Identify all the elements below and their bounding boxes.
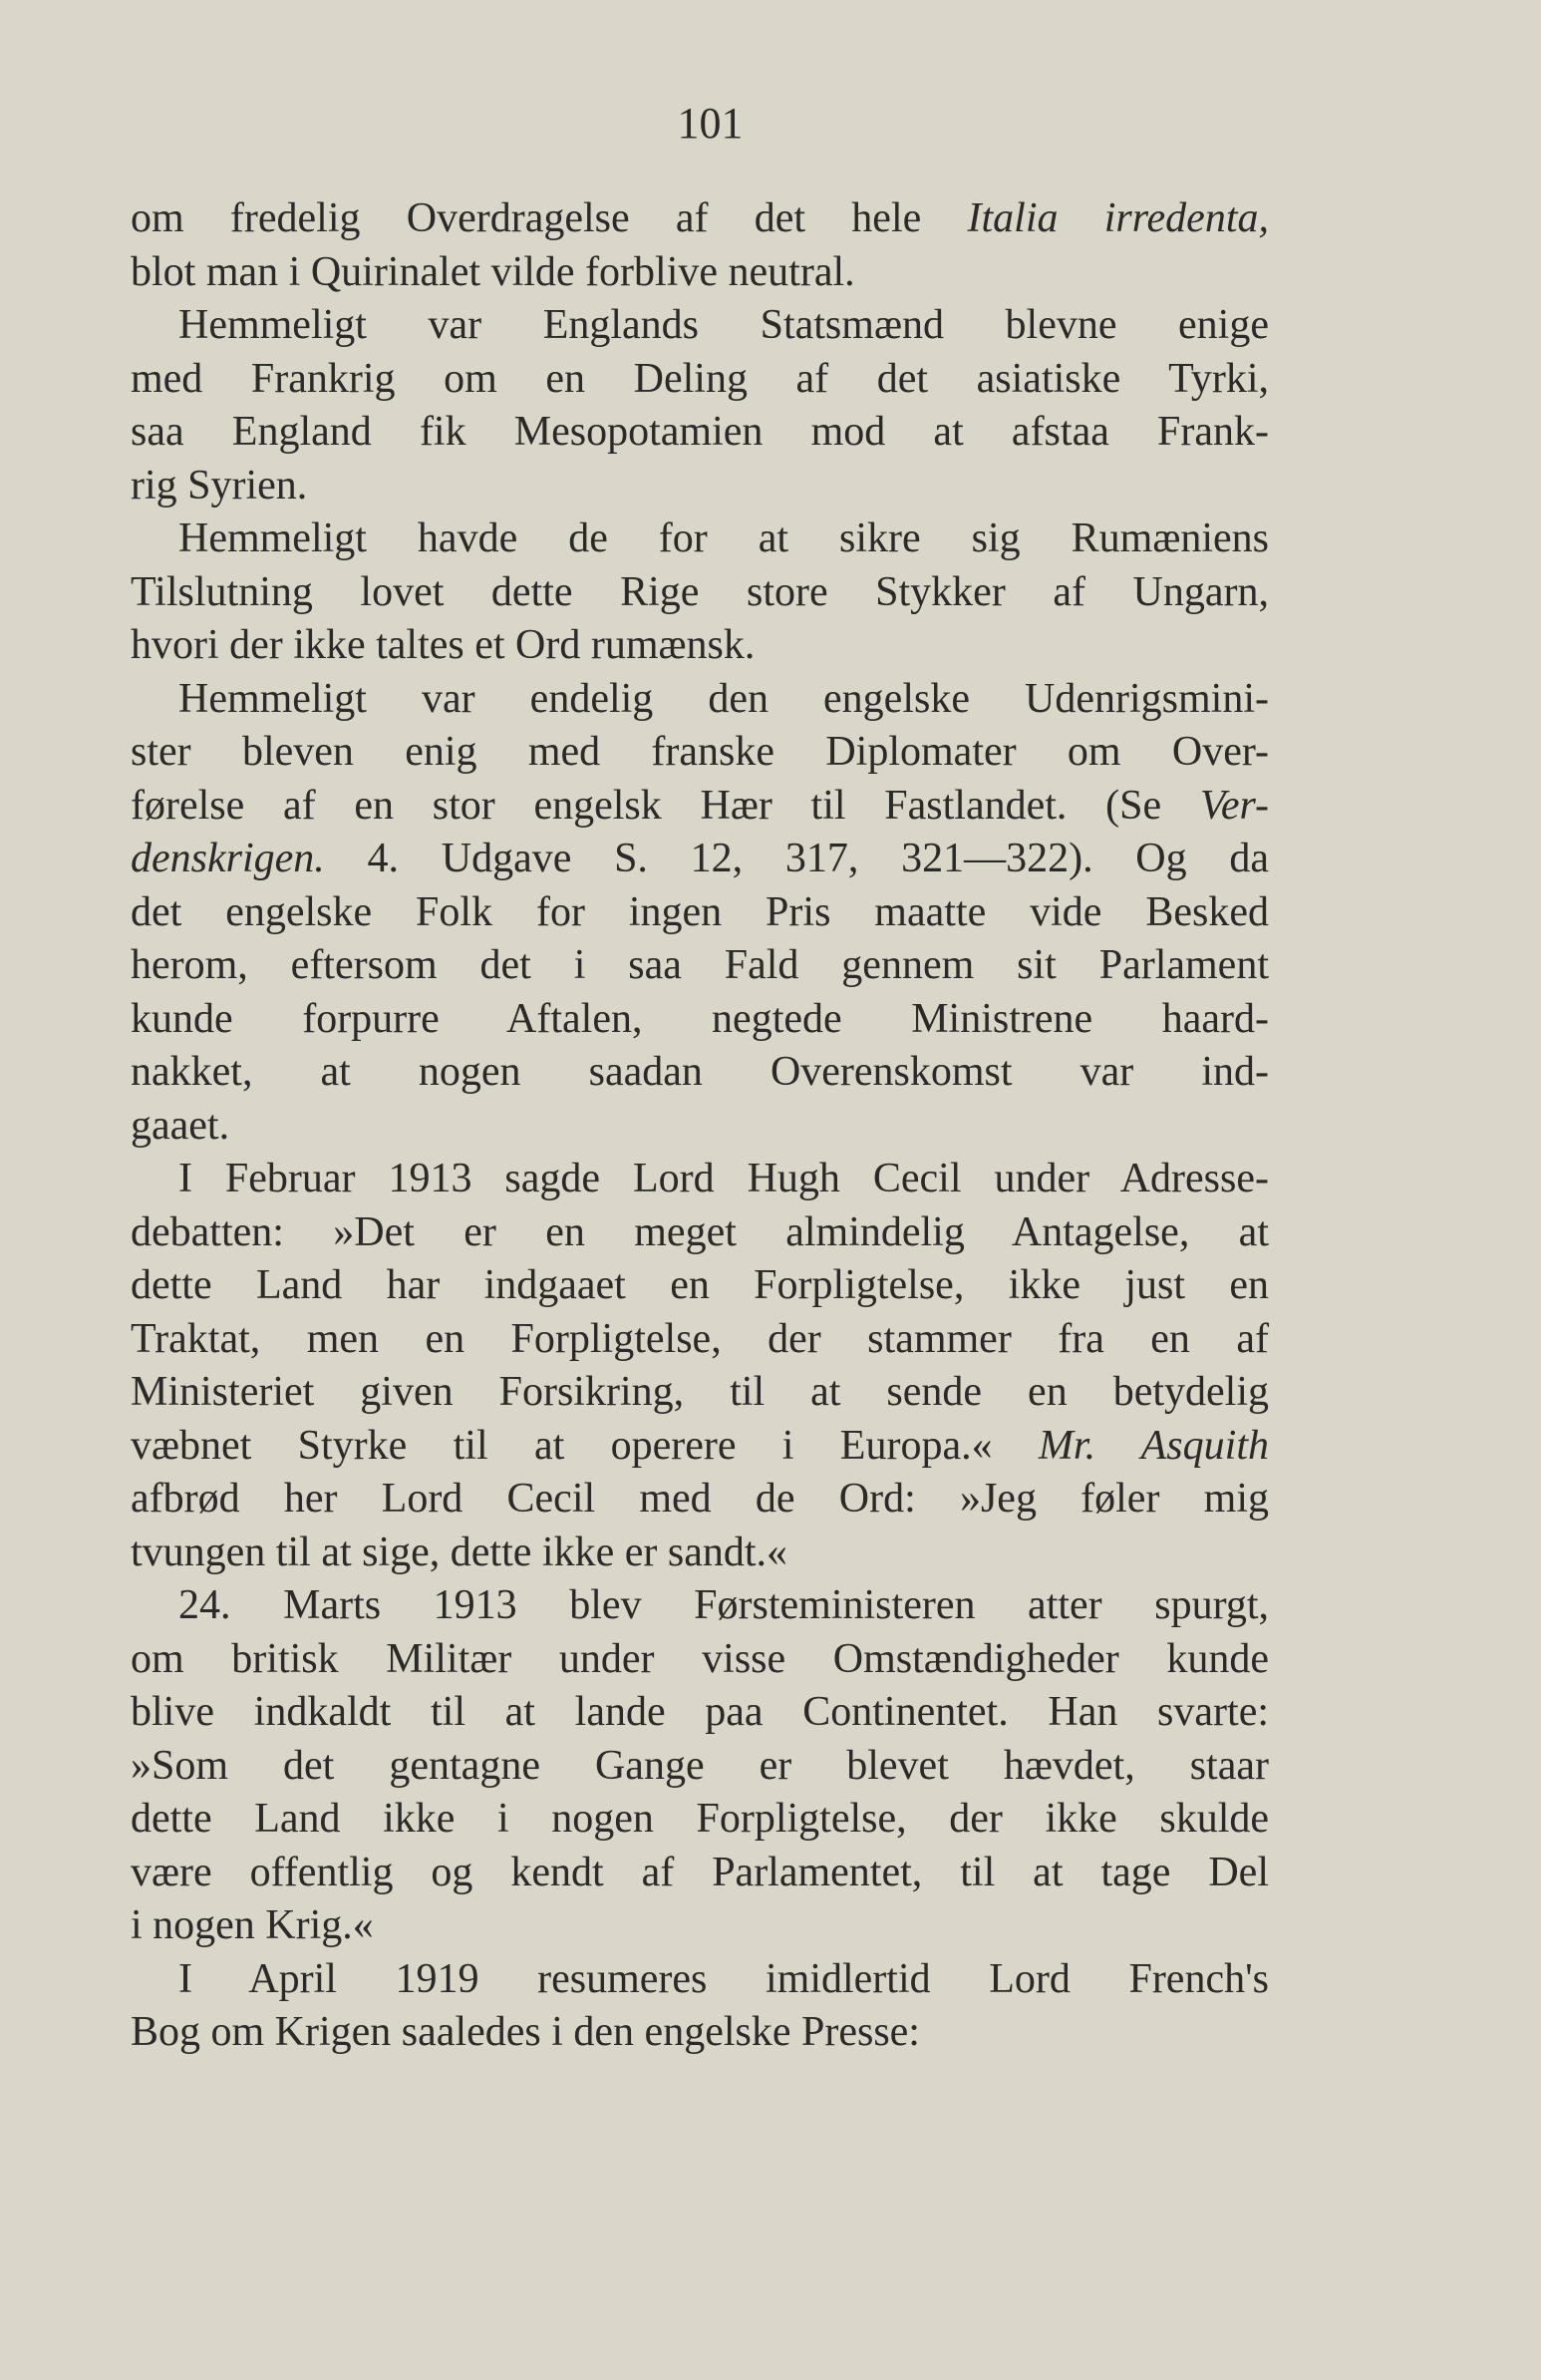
text-line — [131, 406, 1269, 460]
text-line — [131, 726, 1269, 780]
text-line — [131, 460, 1269, 513]
text-segment: I April 1919 resumeres imidlertid Lord French's — [178, 1955, 1269, 2002]
text-segment: gaaet. — [131, 1102, 230, 1149]
text-line — [131, 939, 1269, 993]
text-line — [131, 1740, 1269, 1794]
text-line — [131, 512, 1269, 566]
text-line — [131, 1793, 1269, 1847]
text-line — [131, 1527, 1269, 1580]
text-line — [131, 1579, 1269, 1633]
text-line — [131, 299, 1269, 353]
text-line — [131, 246, 1269, 300]
text-line — [131, 1259, 1269, 1313]
text-line — [131, 673, 1269, 727]
text-line — [131, 1473, 1269, 1527]
italic-text: denskrigen. — [131, 836, 325, 881]
text-segment: tvungen til at sige, dette ikke er sandt.« — [131, 1529, 787, 1575]
text-line — [131, 1633, 1269, 1687]
text-line — [131, 1206, 1269, 1260]
text-segment: kunde forpurre Aftalen, negtede Ministrene haard- — [131, 995, 1269, 1042]
text-segment: dette Land har indgaaet en Forpligtelse, ikke just en — [131, 1262, 1269, 1308]
text-segment: væbnet Styrke til at operere i Europa.« — [131, 1422, 1039, 1469]
text-segment: dette Land ikke i nogen Forpligtelse, der ikke skulde — [131, 1796, 1269, 1842]
text-segment: saa England fik Mesopotamien mod at afstaa Frank- — [131, 409, 1269, 455]
text-line — [131, 1366, 1269, 1420]
text-segment: Bog om Krigen saaledes i den engelske Presse: — [131, 2009, 920, 2055]
text-segment: Hemmeligt havde de for at sikre sig Rumæniens — [178, 515, 1269, 561]
text-segment: det engelske Folk for ingen Pris maatte vide Besked — [131, 888, 1269, 935]
text-line — [131, 780, 1269, 834]
text-line — [131, 353, 1269, 407]
text-segment: om fredelig Overdragelse af det hele — [131, 195, 968, 241]
text-segment: Ministeriet given Forsikring, til at sende en betydelig — [131, 1369, 1269, 1415]
text-line — [131, 619, 1269, 673]
text-segment: med Frankrig om en Deling af det asiatiske Tyrki, — [131, 355, 1269, 402]
text-line — [131, 1313, 1269, 1367]
text-segment: blive indkaldt til at lande paa Continentet. Han svarte: — [131, 1689, 1269, 1735]
text-segment: Hemmeligt var Englands Statsmænd blevne enige — [178, 302, 1269, 348]
text-segment: herom, eftersom det i saa Fald gennem sit Parlament — [131, 942, 1269, 988]
text-segment: 4. Udgave S. 12, 317, 321—322). Og da — [324, 836, 1269, 881]
text-line — [131, 833, 1269, 886]
text-segment: om britisk Militær under visse Omstændigheder kunde — [131, 1635, 1269, 1682]
italic-text: Italia irredenta, — [967, 195, 1269, 241]
text-segment: debatten: »Det er en meget almindelig Antagelse, at — [131, 1208, 1269, 1255]
text-line — [131, 886, 1269, 940]
body-text — [131, 192, 1269, 2060]
text-line — [131, 1046, 1269, 1100]
text-line — [131, 1953, 1269, 2007]
text-segment: 24. Marts 1913 blev Førsteministeren atter spurgt, — [178, 1582, 1269, 1628]
text-segment: blot man i Quirinalet vilde forblive neutral. — [131, 248, 855, 295]
text-line — [131, 192, 1269, 246]
text-line — [131, 993, 1269, 1047]
text-line — [131, 1153, 1269, 1206]
text-line — [131, 1686, 1269, 1740]
text-segment: afbrød her Lord Cecil med de Ord: »Jeg føler mig — [131, 1476, 1269, 1522]
text-segment: hvori der ikke taltes et Ord rumænsk. — [131, 622, 756, 668]
text-line — [131, 1847, 1269, 1900]
text-line — [131, 1899, 1269, 1953]
text-line — [131, 1420, 1269, 1474]
text-line — [131, 1100, 1269, 1154]
text-segment: Hemmeligt var endelig den engelske Udenrigsmini- — [178, 675, 1269, 722]
text-segment: »Som det gentagne Gange er blevet hævdet, staar — [131, 1742, 1269, 1789]
text-segment: nakket, at nogen saadan Overenskomst var ind- — [131, 1049, 1269, 1095]
italic-text: Mr. Asquith — [1038, 1422, 1269, 1469]
text-line — [131, 566, 1269, 620]
text-segment: Traktat, men en Forpligtelse, der stammer fra en af — [131, 1315, 1269, 1362]
text-segment: førelse af en stor engelsk Hær til Fastlandet. (Se — [131, 782, 1200, 829]
text-segment: I Februar 1913 sagde Lord Hugh Cecil under Adresse- — [178, 1156, 1269, 1201]
text-segment: være offentlig og kendt af Parlamentet, til at tage Del — [131, 1849, 1269, 1895]
page-number: 101 — [677, 99, 744, 148]
text-line — [131, 2006, 1269, 2060]
text-segment: ster bleven enig med franske Diplomater om Over- — [131, 729, 1269, 775]
text-segment: Tilslutning lovet dette Rige store Stykker af Ungarn, — [131, 568, 1269, 615]
text-segment: rig Syrien. — [131, 462, 308, 509]
italic-text: Ver- — [1199, 782, 1269, 829]
text-segment: i nogen Krig.« — [131, 1902, 374, 1948]
